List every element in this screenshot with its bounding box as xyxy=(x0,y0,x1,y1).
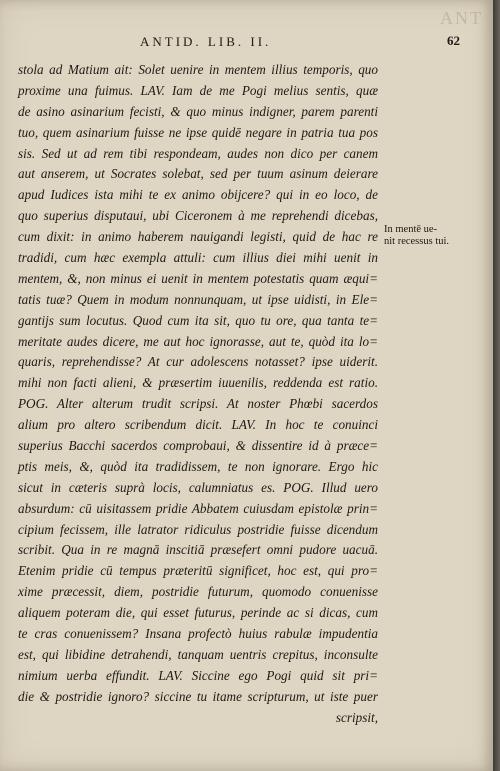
text-line: meritate audes dicere, me aut hoc ignorasse, aut te, quòd ita lo= xyxy=(18,333,378,349)
text-line: aliquem poteram die, qui esset futurus, perinde ac si dicas, cum xyxy=(18,605,378,621)
show-through-text: ANT xyxy=(440,8,483,28)
marginal-note xyxy=(384,224,474,248)
text-line: gantijs sum locutus. Quod cum ita sit, quo tu ore, qua tanta te= xyxy=(18,312,378,328)
text-line: sicut in cæteris suprà locis, calumniatus es. POG. Illud uero xyxy=(18,479,378,495)
marginal-note-line: nit recessus tui. xyxy=(384,236,450,247)
text-line: tuo, quem asinarium fuisse ne ipse quidē negare in patria tua pos xyxy=(18,124,378,140)
text-line: aut anserem, ut Socrates solebat, sed per tuum asinum deierare xyxy=(18,166,378,182)
text-line: proxime una fuimus. LAV. Iam de me Pogi melius sentis, quæ xyxy=(18,82,378,98)
marginal-note-line: In mentē ue- xyxy=(384,224,438,235)
text-line: tradidi, cum hæc exempla attuli: cum illius diei mihi uenit in xyxy=(18,250,378,266)
text-line: est, qui libidine detrahendi, tanquam uentris crepitus, inconsulte xyxy=(18,646,378,662)
text-line: superius Bacchi sacerdos comprobaui, & dissentire id à præce= xyxy=(18,438,378,454)
text-line: quaris, reprehendisse? At cur adolescens notasset? ipse uiderit. xyxy=(18,354,378,370)
text-line: cipium fecissem, ille latrator ridiculus postridie fuisse dicendum xyxy=(18,521,378,537)
text-line: apud Iudices ista mihi te ex animo obijcere? qui in eo loco, de xyxy=(18,187,378,203)
text-line: quo superius disputaui, ubi Ciceronem à me reprehendi dicebas, xyxy=(18,208,378,224)
text-line: cum dixit: in animo haberem nauigandi legisti, quid de hac re xyxy=(18,229,378,245)
text-line: absurdum: cū uisitassem pridie Abbatem cuiusdam epistolæ prin= xyxy=(18,500,378,516)
text-line: die & postridie ignoro? siccine tu itame scripturum, ut iste puer xyxy=(18,688,378,704)
body-text xyxy=(18,60,378,729)
text-line: xime præcessit, diem, postridie futurum, quomodo conuenisse xyxy=(18,584,378,600)
text-line: Etenim pridie cū tempus præteritū significet, hoc est, qui pro= xyxy=(18,563,378,579)
text-line: de asino asinarium fecisti, & quo minus indigner, parem parenti xyxy=(18,103,378,119)
page-edge-shadow xyxy=(493,0,500,771)
text-line: mentem, &, non minus ei uenit in mentem potestatis quam æqui= xyxy=(18,270,378,286)
text-line: nimium uerba effundit. LAV. Siccine ego Pogi quid sit pri= xyxy=(18,667,378,683)
text-line: tatis tuæ? Quem in modum nonnunquam, ut ipse uidisti, in Ele= xyxy=(18,291,378,307)
text-line: POG. Alter alterum trudit scripsi. At noster Phœbi sacerdos xyxy=(18,396,378,412)
text-line: stola ad Matium ait: Solet uenire in mentem illius temporis, quo xyxy=(18,62,378,77)
page-number: 62 xyxy=(447,33,460,48)
text-line: mihi non facti alieni, & præsertim iuuenilis, reddenda est ratio. xyxy=(18,375,378,391)
text-line: te cras conuenissem? Insana profectò huius rabulæ impudentia xyxy=(18,626,378,642)
text-line: ptis meis, &, quòd ita tradidissem, te non ignorare. Ergo hic xyxy=(18,458,378,474)
catchword: scripsit, xyxy=(335,709,378,725)
text-line: scribit. Qua in re magnā inscitiā præsefert omni pudore uacuā. xyxy=(18,542,378,558)
text-line: sis. Sed ut ad rem tibi respondeam, audes non dico per canem xyxy=(18,145,378,161)
running-head: ANTID. LIB. II. xyxy=(140,34,272,49)
text-line: alium pro altero scribendum dicit. LAV. In hoc te conuinci xyxy=(18,417,378,433)
